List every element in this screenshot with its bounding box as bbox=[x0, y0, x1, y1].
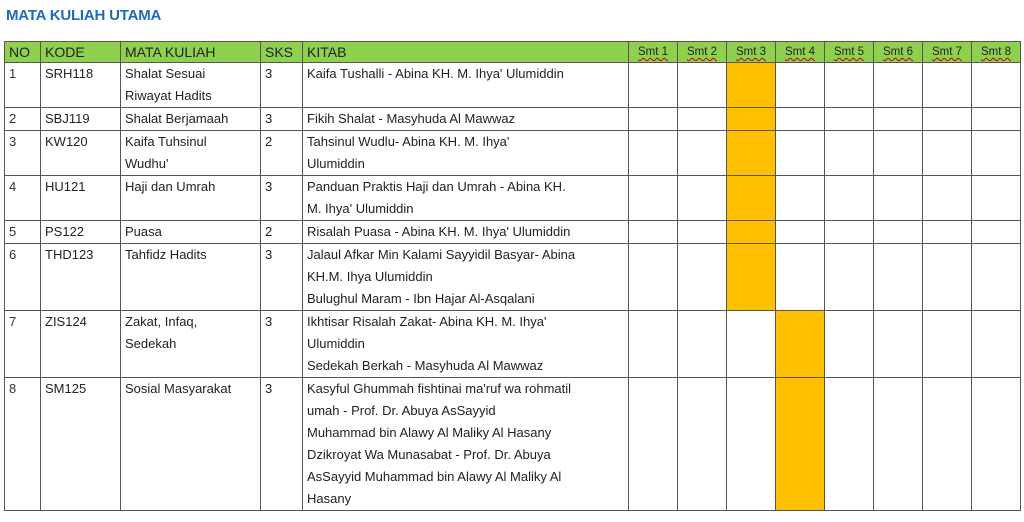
row-sks: 2 bbox=[261, 221, 303, 244]
kitab-line: Jalaul Afkar Min Kalami Sayyidil Basyar- Abina bbox=[307, 247, 576, 262]
table-row bbox=[5, 131, 1021, 176]
row-mata-kuliah bbox=[121, 63, 261, 108]
kitab-line: Kasyful Ghummah fishtinai ma'ruf wa rohmatil bbox=[307, 381, 572, 396]
row-kitab bbox=[303, 176, 629, 221]
row-no: 2 bbox=[5, 108, 41, 131]
kitab-line: Dzikroyat Wa Munasabat - Prof. Dr. Abuya bbox=[307, 447, 551, 462]
semester-cell-3 bbox=[727, 176, 776, 221]
row-kitab bbox=[303, 108, 629, 131]
semester-cell-2 bbox=[678, 221, 727, 244]
table-body bbox=[5, 63, 1021, 511]
mata-kuliah-line: Haji dan Umrah bbox=[125, 179, 216, 194]
semester-cell-5 bbox=[825, 311, 874, 378]
semester-cell-3 bbox=[727, 63, 776, 108]
semester-cell-6 bbox=[874, 108, 923, 131]
semester-cell-8 bbox=[972, 311, 1021, 378]
table-row bbox=[5, 244, 1021, 311]
kitab-line: Ulumiddin bbox=[307, 156, 365, 171]
semester-cell-2 bbox=[678, 311, 727, 378]
kitab-line: Tahsinul Wudlu- Abina KH. M. Ihya' bbox=[307, 134, 510, 149]
row-mata-kuliah bbox=[121, 176, 261, 221]
semester-cell-1 bbox=[629, 311, 678, 378]
page-title: MATA KULIAH UTAMA bbox=[6, 7, 162, 24]
header-smt-5: Smt 5 bbox=[825, 42, 874, 63]
mata-kuliah-line: Sedekah bbox=[125, 336, 177, 351]
semester-cell-2 bbox=[678, 176, 727, 221]
row-no: 3 bbox=[5, 131, 41, 176]
table-row bbox=[5, 378, 1021, 511]
header-no: NO bbox=[5, 42, 41, 63]
row-kode: SM125 bbox=[41, 378, 121, 511]
semester-cell-4 bbox=[776, 378, 825, 511]
table-row bbox=[5, 221, 1021, 244]
semester-cell-2 bbox=[678, 378, 727, 511]
kitab-line: AsSayyid Muhammad bin Alawy Al Maliky Al bbox=[307, 469, 562, 484]
kitab-line: Sedekah Berkah - Masyhuda Al Mawwaz bbox=[307, 358, 544, 373]
mata-kuliah-line: Wudhu' bbox=[125, 156, 169, 171]
semester-cell-1 bbox=[629, 221, 678, 244]
mata-kuliah-line: Puasa bbox=[125, 224, 162, 239]
semester-cell-2 bbox=[678, 244, 727, 311]
semester-cell-4 bbox=[776, 311, 825, 378]
row-mata-kuliah bbox=[121, 131, 261, 176]
semester-cell-1 bbox=[629, 63, 678, 108]
header-kitab: KITAB bbox=[303, 42, 629, 63]
semester-cell-6 bbox=[874, 176, 923, 221]
semester-cell-1 bbox=[629, 244, 678, 311]
table-row bbox=[5, 311, 1021, 378]
semester-cell-4 bbox=[776, 108, 825, 131]
kitab-line: Panduan Praktis Haji dan Umrah - Abina KH. bbox=[307, 179, 566, 194]
semester-cell-7 bbox=[923, 311, 972, 378]
semester-cell-3 bbox=[727, 311, 776, 378]
row-kode: SRH118 bbox=[41, 63, 121, 108]
semester-cell-4 bbox=[776, 131, 825, 176]
semester-cell-5 bbox=[825, 378, 874, 511]
row-sks: 3 bbox=[261, 63, 303, 108]
kitab-line: M. Ihya' Ulumiddin bbox=[307, 201, 414, 216]
kitab-line: Bulughul Maram - Ibn Hajar Al-Asqalani bbox=[307, 291, 535, 306]
row-mata-kuliah bbox=[121, 311, 261, 378]
course-table bbox=[4, 41, 1021, 511]
semester-cell-6 bbox=[874, 63, 923, 108]
header-smt-1: Smt 1 bbox=[629, 42, 678, 63]
semester-cell-4 bbox=[776, 63, 825, 108]
semester-cell-4 bbox=[776, 221, 825, 244]
semester-cell-5 bbox=[825, 221, 874, 244]
row-kitab bbox=[303, 311, 629, 378]
mata-kuliah-line: Riwayat Hadits bbox=[125, 88, 212, 103]
kitab-line: Ikhtisar Risalah Zakat- Abina KH. M. Ihya' bbox=[307, 314, 547, 329]
semester-cell-7 bbox=[923, 131, 972, 176]
semester-cell-7 bbox=[923, 63, 972, 108]
row-sks: 3 bbox=[261, 176, 303, 221]
row-no: 6 bbox=[5, 244, 41, 311]
semester-cell-8 bbox=[972, 378, 1021, 511]
header-row bbox=[5, 42, 1021, 63]
mata-kuliah-line: Shalat Berjamaah bbox=[125, 111, 229, 126]
semester-cell-3 bbox=[727, 131, 776, 176]
semester-cell-1 bbox=[629, 108, 678, 131]
semester-cell-6 bbox=[874, 311, 923, 378]
row-sks: 3 bbox=[261, 244, 303, 311]
semester-cell-6 bbox=[874, 221, 923, 244]
semester-cell-3 bbox=[727, 108, 776, 131]
header-mata-kuliah: MATA KULIAH bbox=[121, 42, 261, 63]
table-row bbox=[5, 176, 1021, 221]
table-row bbox=[5, 63, 1021, 108]
semester-cell-4 bbox=[776, 176, 825, 221]
table-row bbox=[5, 108, 1021, 131]
kitab-line: Hasany bbox=[307, 491, 352, 506]
semester-cell-7 bbox=[923, 244, 972, 311]
semester-cell-6 bbox=[874, 244, 923, 311]
header-smt-4: Smt 4 bbox=[776, 42, 825, 63]
kitab-line: Kaifa Tushalli - Abina KH. M. Ihya' Ulumiddin bbox=[307, 66, 564, 81]
row-kode: THD123 bbox=[41, 244, 121, 311]
header-sks: SKS bbox=[261, 42, 303, 63]
header-smt-7: Smt 7 bbox=[923, 42, 972, 63]
row-sks: 3 bbox=[261, 378, 303, 511]
row-mata-kuliah bbox=[121, 221, 261, 244]
semester-cell-3 bbox=[727, 244, 776, 311]
semester-cell-5 bbox=[825, 176, 874, 221]
semester-cell-5 bbox=[825, 131, 874, 176]
row-kode: PS122 bbox=[41, 221, 121, 244]
semester-cell-2 bbox=[678, 131, 727, 176]
kitab-line: umah - Prof. Dr. Abuya AsSayyid bbox=[307, 403, 496, 418]
row-kode: ZIS124 bbox=[41, 311, 121, 378]
row-kode: HU121 bbox=[41, 176, 121, 221]
kitab-line: Risalah Puasa - Abina KH. M. Ihya' Ulumiddin bbox=[307, 224, 571, 239]
row-kitab bbox=[303, 131, 629, 176]
semester-cell-7 bbox=[923, 108, 972, 131]
row-no: 4 bbox=[5, 176, 41, 221]
row-no: 7 bbox=[5, 311, 41, 378]
kitab-line: KH.M. Ihya Ulumiddin bbox=[307, 269, 433, 284]
semester-cell-8 bbox=[972, 176, 1021, 221]
header-kode: KODE bbox=[41, 42, 121, 63]
semester-cell-1 bbox=[629, 378, 678, 511]
semester-cell-8 bbox=[972, 221, 1021, 244]
row-kitab bbox=[303, 378, 629, 511]
row-no: 5 bbox=[5, 221, 41, 244]
row-kitab bbox=[303, 63, 629, 108]
header-smt-2: Smt 2 bbox=[678, 42, 727, 63]
row-sks: 2 bbox=[261, 131, 303, 176]
row-mata-kuliah bbox=[121, 244, 261, 311]
row-sks: 3 bbox=[261, 311, 303, 378]
semester-cell-8 bbox=[972, 244, 1021, 311]
header-smt-3: Smt 3 bbox=[727, 42, 776, 63]
semester-cell-7 bbox=[923, 378, 972, 511]
semester-cell-2 bbox=[678, 63, 727, 108]
semester-cell-6 bbox=[874, 378, 923, 511]
mata-kuliah-line: Shalat Sesuai bbox=[125, 66, 206, 81]
semester-cell-5 bbox=[825, 244, 874, 311]
semester-cell-2 bbox=[678, 108, 727, 131]
semester-cell-7 bbox=[923, 176, 972, 221]
row-no: 8 bbox=[5, 378, 41, 511]
row-sks: 3 bbox=[261, 108, 303, 131]
header-smt-8: Smt 8 bbox=[972, 42, 1021, 63]
mata-kuliah-line: Sosial Masyarakat bbox=[125, 381, 232, 396]
header-smt-6: Smt 6 bbox=[874, 42, 923, 63]
mata-kuliah-line: Kaifa Tuhsinul bbox=[125, 134, 207, 149]
semester-cell-4 bbox=[776, 244, 825, 311]
semester-cell-5 bbox=[825, 63, 874, 108]
semester-cell-3 bbox=[727, 378, 776, 511]
semester-cell-3 bbox=[727, 221, 776, 244]
semester-cell-1 bbox=[629, 176, 678, 221]
row-mata-kuliah bbox=[121, 378, 261, 511]
semester-cell-6 bbox=[874, 131, 923, 176]
row-no: 1 bbox=[5, 63, 41, 108]
semester-cell-1 bbox=[629, 131, 678, 176]
mata-kuliah-line: Tahfidz Hadits bbox=[125, 247, 207, 262]
row-kode: SBJ119 bbox=[41, 108, 121, 131]
semester-cell-5 bbox=[825, 108, 874, 131]
semester-cell-8 bbox=[972, 131, 1021, 176]
kitab-line: Muhammad bin Alawy Al Maliky Al Hasany bbox=[307, 425, 552, 440]
semester-cell-7 bbox=[923, 221, 972, 244]
mata-kuliah-line: Zakat, Infaq, bbox=[125, 314, 198, 329]
semester-cell-8 bbox=[972, 63, 1021, 108]
kitab-line: Ulumiddin bbox=[307, 336, 365, 351]
row-kode: KW120 bbox=[41, 131, 121, 176]
row-kitab bbox=[303, 244, 629, 311]
row-mata-kuliah bbox=[121, 108, 261, 131]
kitab-line: Fikih Shalat - Masyhuda Al Mawwaz bbox=[307, 111, 516, 126]
semester-cell-8 bbox=[972, 108, 1021, 131]
row-kitab bbox=[303, 221, 629, 244]
